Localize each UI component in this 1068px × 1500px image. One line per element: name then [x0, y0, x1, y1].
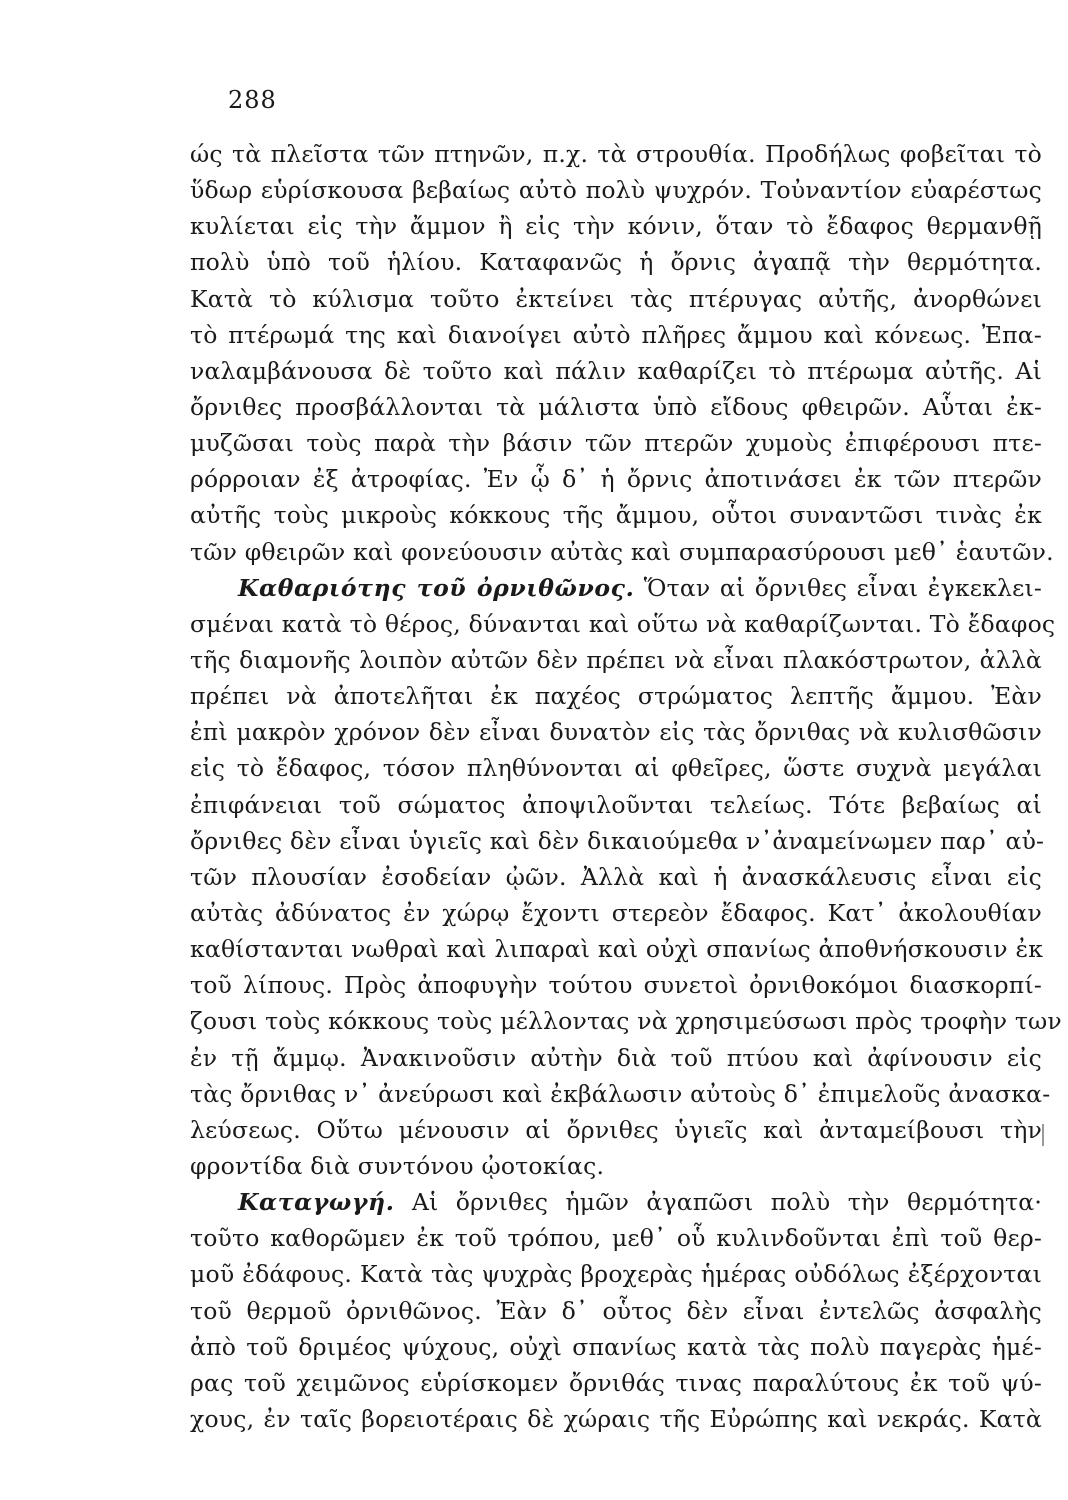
text-line: μοῦ ἐδάφους. Κατὰ τὰς ψυχρὰς βροχερὰς ἡμέρας οὐδόλως ἐξέρχονται [190, 1260, 1042, 1289]
page-number: 288 [228, 86, 277, 114]
text-line: τῶν πλουσίαν ἐσοδείαν ᾠῶν. Ἀλλὰ καὶ ἡ ἀνασκάλευσις εἶναι εἰς [190, 862, 1042, 891]
text-line: χους, ἐν ταῖς βορειοτέραις δὲ χώραις τῆς Εὐρώπης καὶ νεκράς. Κατὰ [190, 1404, 1042, 1433]
text-line: τὸ πτέρωμά της καὶ διανοίγει αὐτὸ πλῆρες ἄμμου καὶ κόνεως. Ἐπα- [190, 320, 1042, 349]
text-line: πολὺ ὑπὸ τοῦ ἡλίου. Καταφανῶς ἡ ὄρνις ἀγαπᾷ τὴν θερμότητα. [190, 248, 1042, 277]
text-line: ὕδωρ εὑρίσκουσα βεβαίως αὐτὸ πολὺ ψυχρόν. Τοὐναντίον εὐαρέστως [190, 176, 1042, 205]
text-line: ἐν τῇ ἄμμῳ. Ἀνακινοῦσιν αὐτὴν διὰ τοῦ πτύου καὶ ἀφίνουσιν εἰς [190, 1043, 1042, 1072]
text-line: μυζῶσαι τοὺς παρὰ τὴν βάσιν τῶν πτερῶν χυμοὺς ἐπιφέρουσι πτε- [190, 429, 1042, 458]
text-line-first [190, 570, 1042, 606]
paragraph-origin [190, 1184, 1042, 1437]
text-line: πρέπει νὰ ἀποτελῆται ἐκ παχέος στρώματος λεπτῆς ἄμμου. Ἐὰν [190, 682, 1042, 711]
text-line: ὄρνιθες προσβάλλονται τὰ μάλιστα ὑπὸ εἴδους φθειρῶν. Αὗται ἐκ- [190, 392, 1042, 421]
section-heading-cleanliness: Καθαριότης τοῦ ὀρνιθῶνος. [238, 573, 635, 602]
text-line: τῆς διαμονῆς λοιπὸν αὐτῶν δὲν πρέπει νὰ εἶναι πλακόστρωτον, ἀλλὰ [190, 645, 1042, 674]
paragraph-cleanliness [190, 570, 1062, 1184]
text-line: φροντίδα διὰ συντόνου ᾠοτοκίας. [190, 1151, 605, 1180]
text-line: αὐτὰς ἀδύνατος ἐν χώρῳ ἔχοντι στερεὸν ἔδαφος. Κατ᾽ ἀκολουθίαν [190, 898, 1042, 927]
body-text [190, 136, 1062, 1437]
text-line: ἐπιφάνειαι τοῦ σώματος ἀποψιλοῦνται τελείως. Τότε βεβαίως αἱ [190, 790, 1042, 819]
text-line: καθίστανται νωθραὶ καὶ λιπαραὶ καὶ οὐχὶ σπανίως ἀποθνήσκουσιν ἐκ [190, 935, 1044, 964]
scan-edge-mark [1042, 1124, 1044, 1146]
text-run: Ὅταν αἱ ὄρνιθες εἶναι ἐγκεκλει- [634, 573, 1042, 602]
text-line: ώς τὰ πλεῖστα τῶν πτηνῶν, π.χ. τὰ στρουθία. Προδήλως φοβεῖται τὸ [190, 140, 1042, 168]
text-line: τῶν φθειρῶν καὶ φονεύουσιν αὐτὰς καὶ συμπαρασύρουσι μεθ᾽ ἑαυτῶν. [190, 537, 1054, 566]
text-line: ρας τοῦ χειμῶνος εὑρίσκομεν ὄρνιθάς τινας παραλύτους ἐκ τοῦ ψύ- [190, 1368, 1042, 1397]
text-line: κυλίεται εἰς τὴν ἄμμον ἢ εἰς τὴν κόνιν, ὅταν τὸ ἔδαφος θερμανθῇ [190, 212, 1042, 241]
text-line: τοῦ θερμοῦ ὀρνιθῶνος. Ἐὰν δ᾽ οὗτος δὲν εἶναι ἐντελῶς ἀσφαλὴς [190, 1296, 1042, 1325]
section-heading-origin: Καταγωγή. [238, 1188, 395, 1217]
text-line: τοῦτο καθορῶμεν ἐκ τοῦ τρόπου, μεθ᾽ οὗ κυλινδοῦνται ἐπὶ τοῦ θερ- [190, 1224, 1042, 1253]
text-line: ζουσι τοὺς κόκκους τοὺς μέλλοντας νὰ χρησιμεύσωσι πρὸς τροφὴν των [190, 1007, 1062, 1036]
text-line: ὄρνιθες δὲν εἶναι ὑγιεῖς καὶ δὲν δικαιούμεθα ν᾽ἀναμείνωμεν παρ᾽ αὐ- [190, 826, 1045, 855]
text-line: ἀπὸ τοῦ δριμέος ψύχους, οὐχὶ σπανίως κατὰ τὰς πολὺ παγερὰς ἡμέ- [190, 1332, 1042, 1361]
text-line: τοῦ λίπους. Πρὸς ἀποφυγὴν τούτου συνετοὶ ὀρνιθοκόμοι διασκορπί- [190, 971, 1042, 1000]
text-line: λεύσεως. Οὕτω μένουσιν αἱ ὄρνιθες ὑγιεῖς καὶ ἀνταμείβουσι τὴν [190, 1115, 1042, 1144]
text-line: ρόρροιαν ἐξ ἀτροφίας. Ἐν ᾧ δ᾽ ἡ ὄρνις ἀποτινάσει ἐκ τῶν πτερῶν [190, 465, 1042, 494]
text-line: τὰς ὄρνιθας ν᾽ ἀνεύρωσι καὶ ἐκβάλωσιν αὐτοὺς δ᾽ ἐπιμελοῦς ἀνασκα- [190, 1079, 1051, 1108]
text-line: Κατὰ τὸ κύλισμα τοῦτο ἐκτείνει τὰς πτέρυγας αὐτῆς, ἀνορθώνει [190, 284, 1042, 313]
text-line: ἐπὶ μακρὸν χρόνον δὲν εἶναι δυνατὸν εἰς τὰς ὄρνιθας νὰ κυλισθῶσιν [190, 718, 1042, 747]
text-run: Αἱ ὄρνιθες ἡμῶν ἀγαπῶσι πολὺ τὴν θερμότητα· [394, 1188, 1042, 1217]
paragraph-bathing [190, 136, 1054, 570]
text-line: αὐτῆς τοὺς μικροὺς κόκκους τῆς ἄμμου, οὗτοι συναντῶσι τινὰς ἐκ [190, 501, 1042, 530]
text-line: σμέναι κατὰ τὸ θέρος, δύνανται καὶ οὕτω νὰ καθαρίζωνται. Τὸ ἔδαφος [190, 609, 1056, 638]
text-line: εἰς τὸ ἔδαφος, τόσον πληθύνονται αἱ φθεῖρες, ὥστε συχνὰ μεγάλαι [190, 754, 1042, 783]
text-line: ναλαμβάνουσα δὲ τοῦτο καὶ πάλιν καθαρίζει τὸ πτέρωμα αὐτῆς. Αἱ [190, 356, 1042, 385]
text-line-first [190, 1184, 1042, 1220]
